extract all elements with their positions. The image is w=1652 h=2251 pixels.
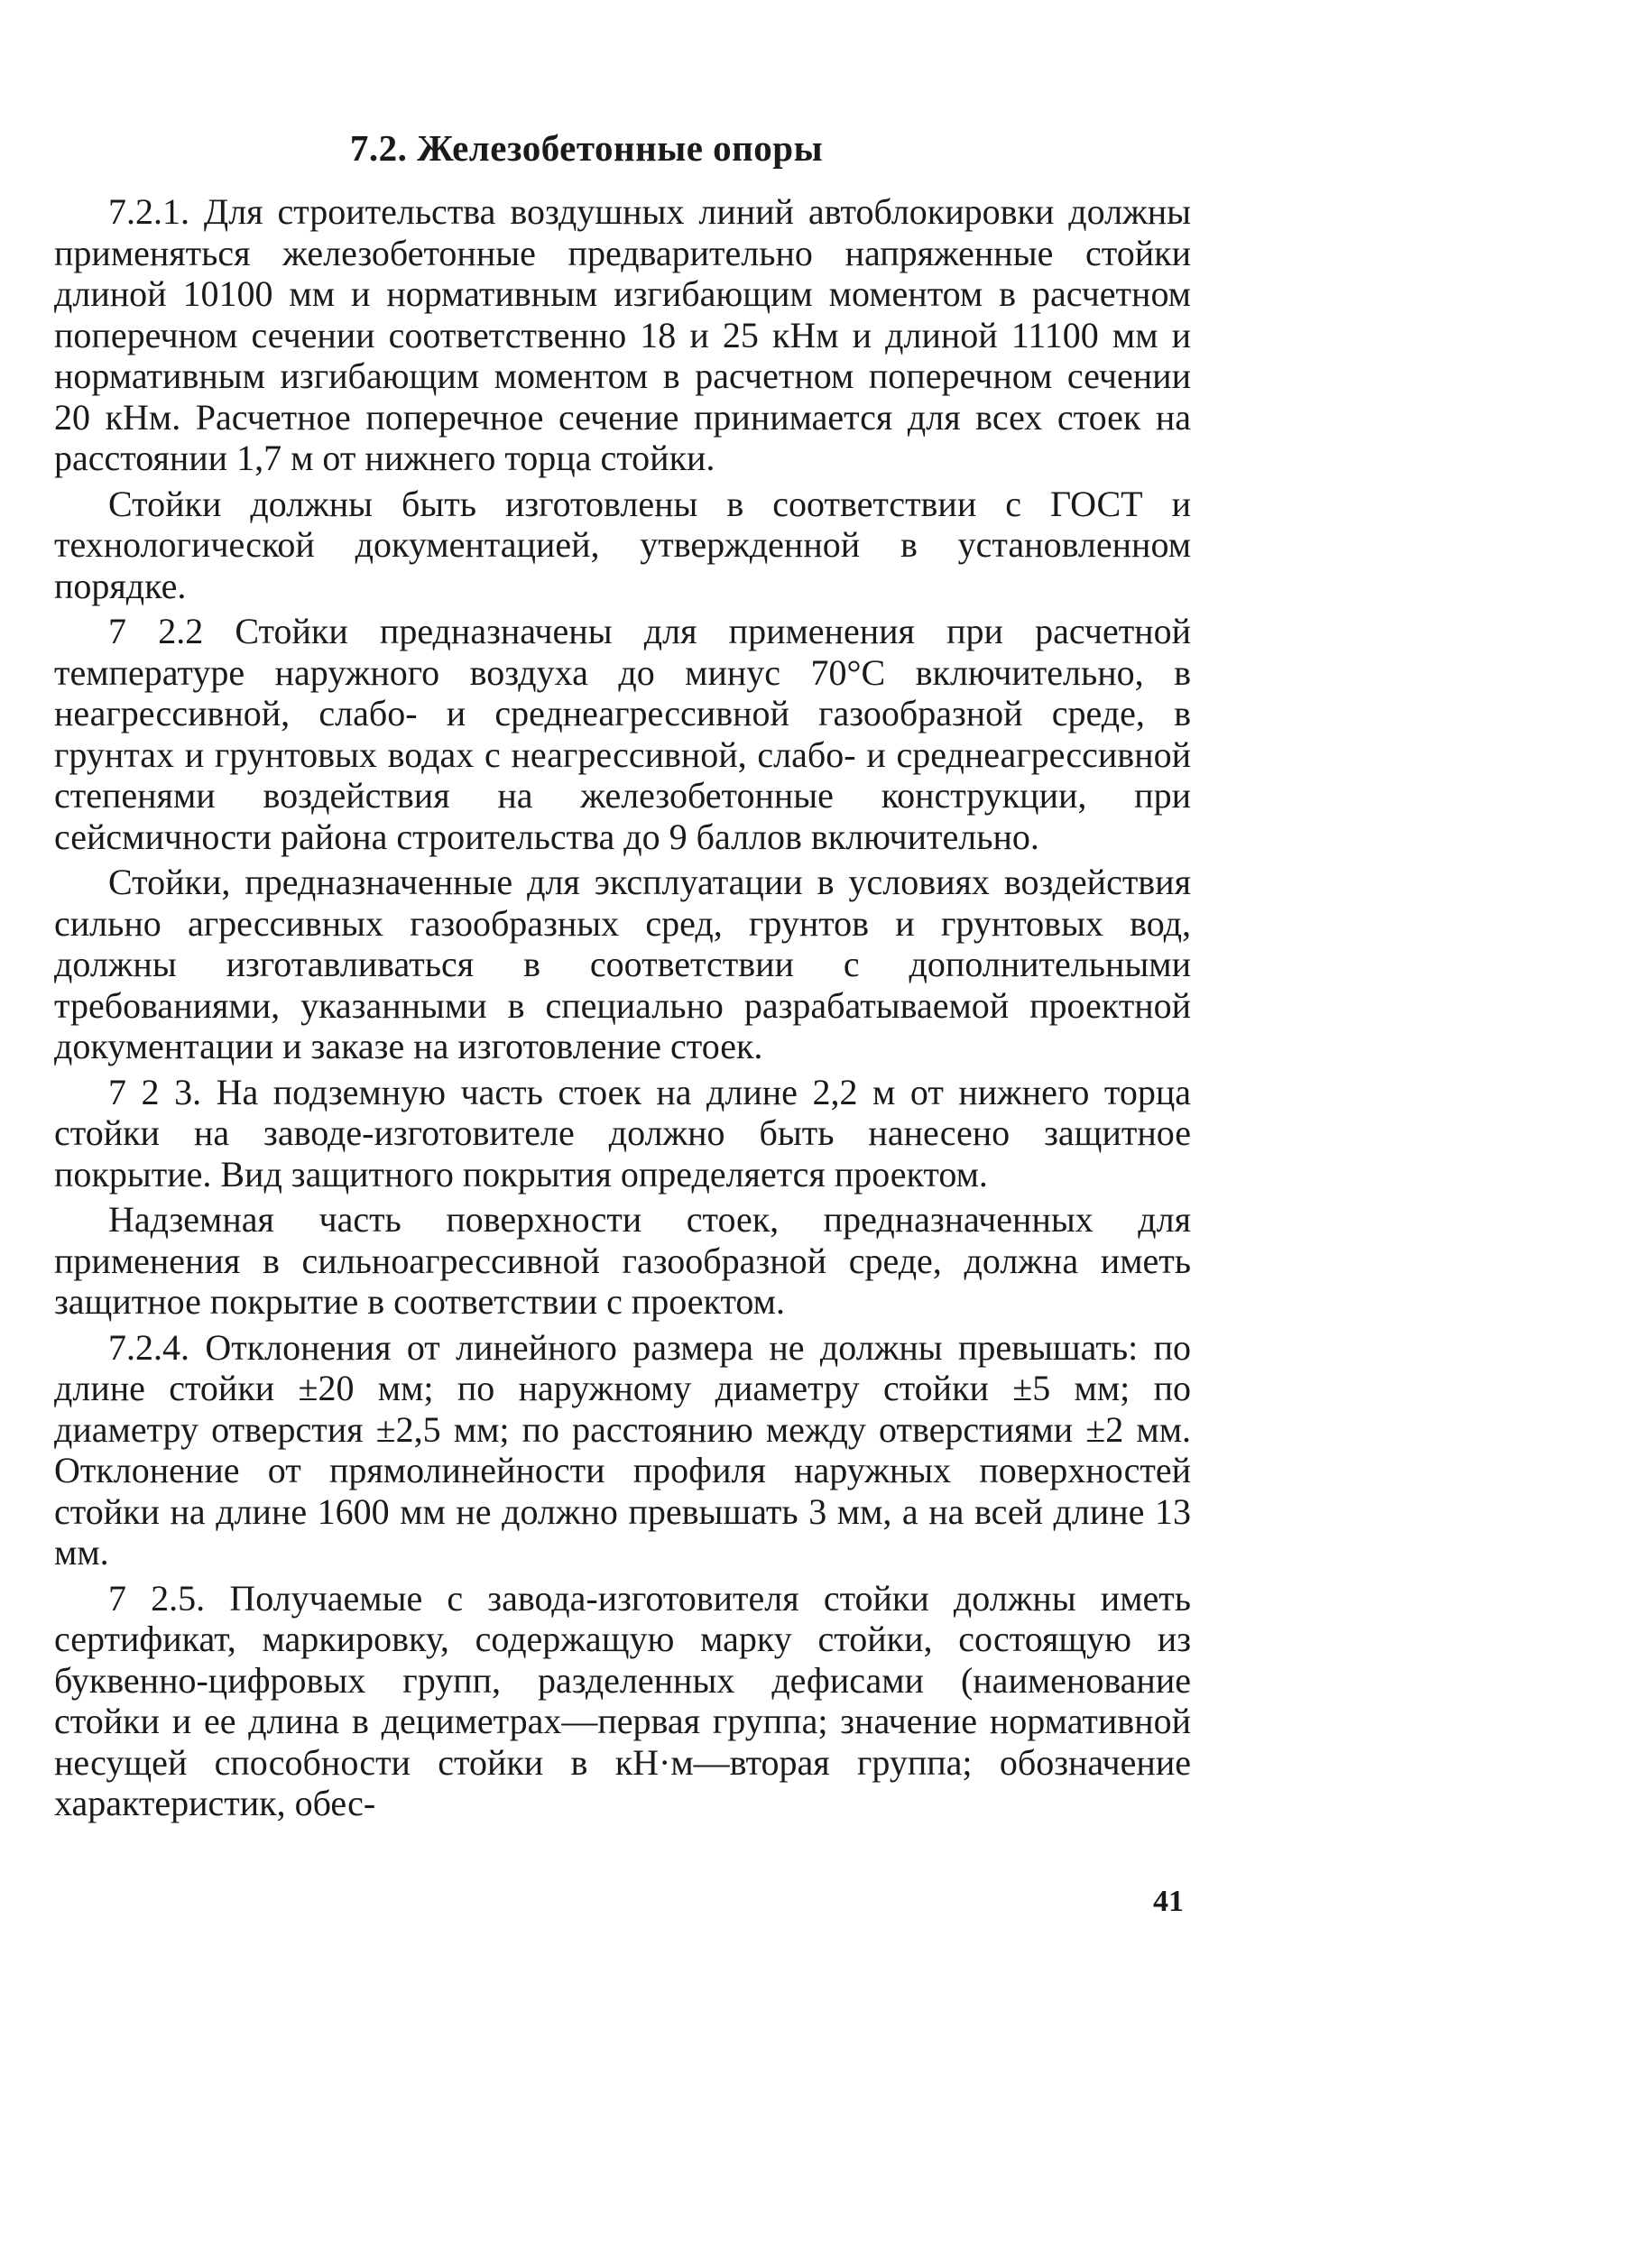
paragraph-7-2-4: 7.2.4. Отклонения от линейного размера не должны превышать: по длине стойки ±20 мм; по наружному диаметру стойки ±5 мм; по диаметру отверстия ±2,5 мм; по расстоянию между отверстиями ±2 мм. Отклонение от прямолинейности профиля наружных поверхностей стойки на длине 1600 мм не должно превышать 3 мм, а на всей длине 13 мм.	[54, 1326, 1191, 1573]
paragraph-aggressive-env: Стойки, предназначенные для эксплуатации в условиях воздействия сильно агрессивных газообразных сред, грунтов и грунтовых вод, должны изготавливаться в соответствии с дополнительными требованиями, указанными в специально разрабатываемой проектной документации и заказе на изготовление стоек.	[54, 862, 1191, 1066]
paragraph-above-ground: Надземная часть поверхности стоек, предназначенных для применения в сильноагрессивной газообразной среде, должна иметь защитное покрытие в соответствии с проектом.	[54, 1199, 1191, 1322]
section-title: 7.2. Железобетонные опоры	[349, 127, 824, 169]
paragraph-7-2-5: 7 2.5. Получаемые с завода-изготовителя стойки должны иметь сертификат, маркировку, содержащую марку стойки, состоящую из буквенно-цифровых групп, разделенных дефисами (наименование стойки и ее длина в дециметрах—первая группа; значение нормативной несущей способности стойки в кН·м—вторая группа; обозначение характеристик, обес-	[54, 1577, 1191, 1823]
document-page	[54, 126, 1191, 1829]
paragraph-gost: Стойки должны быть изготовлены в соответствии с ГОСТ и технологической документацией, утвержденной в установленном порядке.	[54, 483, 1191, 606]
paragraph-7-2-2: 7 2.2 Стойки предназначены для применения при расчетной температуре наружного воздуха до минус 70°С включительно, в неагрессивной, слабо- и среднеагрессивной газообразной среде, в грунтах и грунтовых водах с неагрессивной, слабо- и среднеагрессивной степенями воздействия на железобетонные конструкции, при сейсмичности района строительства до 9 баллов включительно.	[54, 611, 1191, 857]
paragraph-7-2-1: 7.2.1. Для строительства воздушных линий автоблокировки должны применяться железобетонные предварительно напряженные стойки длиной 10100 мм и нормативным изгибающим моментом в расчетном поперечном сечении соответственно 18 и 25 кНм и длиной 11100 мм и нормативным изгибающим моментом в расчетном поперечном сечении 20 кНм. Расчетное поперечное сечение принимается для всех стоек на расстоянии 1,7 м от нижнего торца стойки.	[54, 191, 1191, 478]
paragraph-7-2-3: 7 2 3. На подземную часть стоек на длине 2,2 м от нижнего торца стойки на заводе-изготовителе должно быть нанесено защитное покрытие. Вид защитного покрытия определяется проектом.	[54, 1071, 1191, 1195]
page-number: 41	[1153, 1885, 1184, 1918]
